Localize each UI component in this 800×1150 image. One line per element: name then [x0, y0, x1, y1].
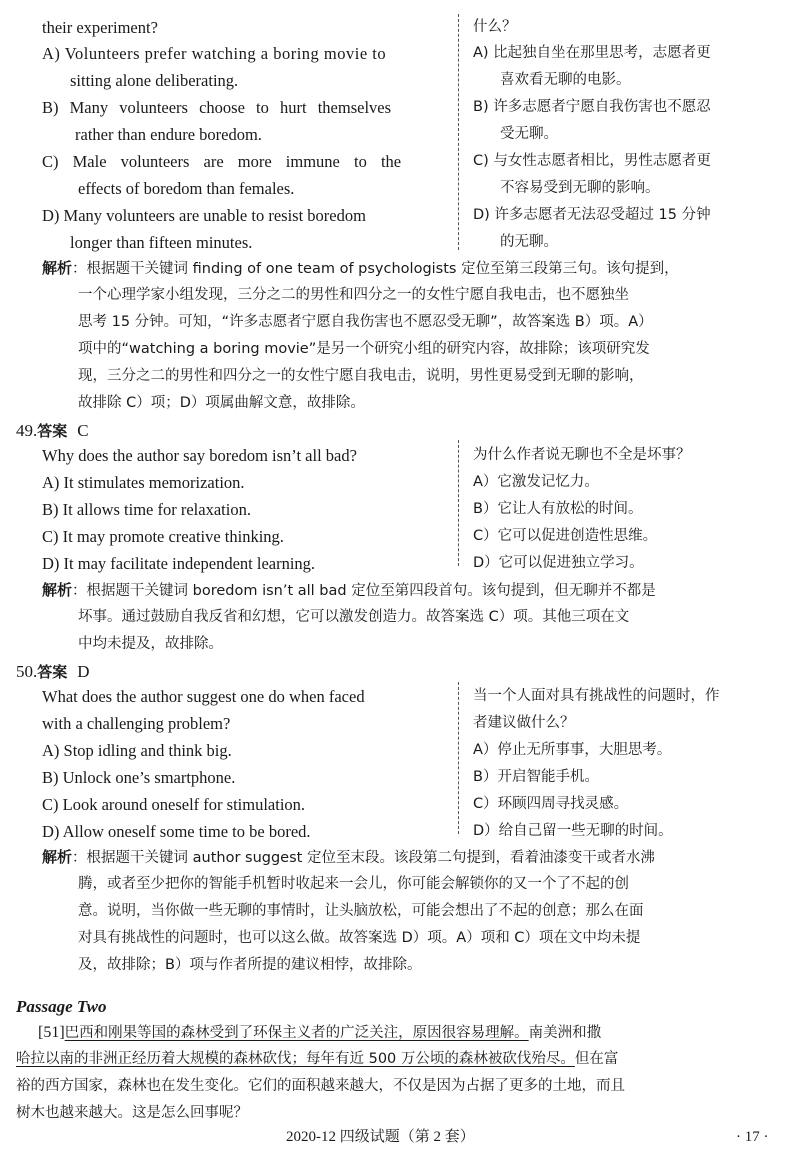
q50-option-c-zh: C）环顾四周寻找灵感。: [473, 796, 629, 812]
q49-option-c-zh: C）它可以促进创造性思维。: [473, 528, 658, 544]
q48-option-d-zh: D) 许多志愿者无法忍受超过 15 分钟: [473, 207, 711, 223]
q48-option-a-en: A) Volunteers prefer watching a boring movie to: [42, 44, 387, 63]
q50-option-d-zh: D）给自己留一些无聊的时间。: [473, 823, 673, 839]
q48-option-b-en: B) Many volunteers choose to hurt themselves: [42, 98, 392, 117]
q48-option-c-zh-cont: 不容易受到无聊的影响。: [500, 180, 660, 196]
q49-answer-value: C: [77, 421, 89, 440]
passage-two-line-2-rest: 但在富: [574, 1051, 619, 1067]
q48-option-b-en-cont: rather than endure boredom.: [75, 125, 262, 144]
paragraph-marker: [51]: [38, 1024, 65, 1041]
q49-answer-label: 答案: [37, 422, 68, 440]
q50-option-c-en: C) Look around oneself for stimulation.: [42, 795, 306, 814]
q49-option-c-en: C) It may promote creative thinking.: [42, 527, 284, 546]
q49-analysis-line-1: ：根据题干关键词 boredom isn’t all bad 定位至第四段首句。该句提到，但无聊并不都是: [72, 583, 656, 599]
q48-analysis-line-3: 思考 15 分钟。可知，“许多志愿者宁愿自我伤害也不愿忍受无聊”，故答案选 B）项。A）: [78, 314, 653, 330]
q50-stem-zh-line-2: 者建议做什么？: [473, 715, 575, 731]
q49-analysis-first-line: [42, 583, 656, 599]
q48-option-d-zh-cont: 的无聊。: [500, 234, 558, 250]
q50-stem-en-line-2: with a challenging problem?: [42, 714, 231, 733]
q49-option-b-zh: B）它让人有放松的时间。: [473, 501, 643, 517]
q48-option-c-en-cont: effects of boredom than females.: [78, 179, 295, 198]
column-divider-q50: [458, 682, 459, 834]
q50-analysis-line-5: 及，故排除；B）项与作者所提的建议相悖，故排除。: [78, 957, 422, 973]
q48-analysis-line-4: 项中的“watching a boring movie”是另一个研究小组的研究内容，故排除；该项研究发: [78, 341, 650, 357]
q49-analysis-label: 解析: [42, 581, 73, 599]
q49-option-b-en: B) It allows time for relaxation.: [42, 500, 251, 519]
q48-stem-tail-en: their experiment?: [42, 18, 158, 37]
q48-option-d-en-cont: longer than fifteen minutes.: [70, 233, 253, 252]
q50-number: 50.: [16, 662, 38, 681]
q48-analysis-line-5: 现，三分之二的男性和四分之一的女性宁愿自我电击，说明，男性更易受到无聊的影响，: [78, 368, 644, 384]
q48-analysis-line-6: 故排除 C）项；D）项属曲解文意，故排除。: [78, 395, 365, 411]
q50-option-d-en: D) Allow oneself some time to be bored.: [42, 822, 311, 841]
q50-analysis-line-3: 意。说明，当你做一些无聊的事情时，让头脑放松，可能会想出了不起的创意；那么在面: [78, 903, 644, 919]
q48-option-b-zh: B) 许多志愿者宁愿自我伤害也不愿忍: [473, 99, 711, 115]
q50-analysis-label: 解析: [42, 848, 73, 866]
q48-analysis-line-2: 一个心理学家小组发现，三分之二的男性和四分之一的女性宁愿自我电击，也不愿独坐: [78, 287, 629, 303]
q50-option-a-zh: A）停止无所事事，大胆思考。: [473, 742, 672, 758]
q50-analysis-first-line: [42, 850, 655, 866]
q50-answer-label: 答案: [37, 663, 68, 681]
q50-analysis-line-4: 对具有挑战性的问题时，也可以这么做。故答案选 D）项。A）项和 C）项在文中均未提: [78, 930, 641, 946]
q49-analysis-line-2: 坏事。通过鼓励自我反省和幻想，它可以激发创造力。故答案选 C）项。其他三项在文: [78, 609, 630, 625]
q48-stem-tail-zh: 什么？: [473, 19, 517, 35]
q48-analysis-first-line: [42, 261, 679, 277]
q49-stem-zh: 为什么作者说无聊也不全是坏事？: [473, 447, 691, 463]
q48-option-a-zh: A) 比起独自坐在那里思考，志愿者更: [473, 45, 711, 61]
passage-two-line-4: 树木也越来越大。这是怎么回事呢？: [16, 1105, 248, 1121]
passage-two-line-3: 裕的西方国家，森林也在发生变化。它们的面积越来越大，不仅是因为占据了更多的土地，而且: [16, 1078, 625, 1094]
q50-analysis-line-2: 腾，或者至少把你的智能手机暂时收起来一会儿，你可能会解锁你的又一个了不起的创: [78, 876, 629, 892]
underlined-sentence-2: 哈拉以南的非洲正经历着大规模的森林砍伐；每年有近 500 万公顷的森林被砍伐殆尽。: [16, 1051, 575, 1067]
q50-analysis-line-1: ：根据题干关键词 author suggest 定位至末段。该段第二句提到，看着油漆变干或者水沸: [72, 850, 655, 866]
q48-option-b-zh-cont: 受无聊。: [500, 126, 558, 142]
q50-option-b-en: B) Unlock one’s smartphone.: [42, 768, 236, 787]
passage-two-title: Passage Two: [16, 997, 107, 1016]
q50-answer-row: [16, 663, 90, 681]
underlined-sentence-1: 巴西和刚果等国的森林受到了环保主义者的广泛关注，原因很容易理解。: [64, 1025, 529, 1041]
q49-stem-en: Why does the author say boredom isn’t all bad?: [42, 446, 357, 465]
q49-number: 49.: [16, 421, 38, 440]
q48-option-d-en: D) Many volunteers are unable to resist boredom: [42, 206, 366, 225]
q50-option-b-zh: B）开启智能手机。: [473, 769, 599, 785]
q50-option-a-en: A) Stop idling and think big.: [42, 741, 232, 760]
q50-answer-value: D: [77, 662, 90, 681]
passage-two-line-1: [38, 1025, 601, 1041]
column-divider-q49: [458, 440, 459, 566]
passage-two-line-1-rest: 南美洲和撒: [528, 1025, 602, 1041]
q50-stem-en-line-1: What does the author suggest one do when faced: [42, 687, 365, 706]
q48-analysis-line-1: ：根据题干关键词 finding of one team of psychologists 定位至第三段第三句。该句提到，: [72, 261, 679, 277]
q49-option-d-zh: D）它可以促进独立学习。: [473, 555, 644, 571]
q48-analysis-label: 解析: [42, 259, 73, 277]
q49-option-d-en: D) It may facilitate independent learning.: [42, 554, 316, 573]
q50-stem-zh-line-1: 当一个人面对具有挑战性的问题时，作: [473, 688, 720, 704]
q49-analysis-line-3: 中均未提及，故排除。: [78, 636, 223, 652]
column-divider-q48: [458, 14, 459, 250]
q48-option-a-zh-cont: 喜欢看无聊的电影。: [500, 72, 631, 88]
q48-option-c-zh: C) 与女性志愿者相比，男性志愿者更: [473, 153, 711, 169]
page-footer-title: 2020-12 四级试题（第 2 套）: [286, 1129, 475, 1145]
q49-answer-row: [16, 422, 89, 440]
page-number: · 17 ·: [736, 1129, 769, 1145]
q49-option-a-en: A) It stimulates memorization.: [42, 473, 245, 492]
q48-option-a-en-cont: sitting alone deliberating.: [70, 71, 239, 90]
q49-option-a-zh: A）它激发记忆力。: [473, 474, 599, 490]
q48-option-c-en: C) Male volunteers are more immune to the: [42, 152, 402, 171]
passage-two-line-2: [16, 1052, 618, 1067]
